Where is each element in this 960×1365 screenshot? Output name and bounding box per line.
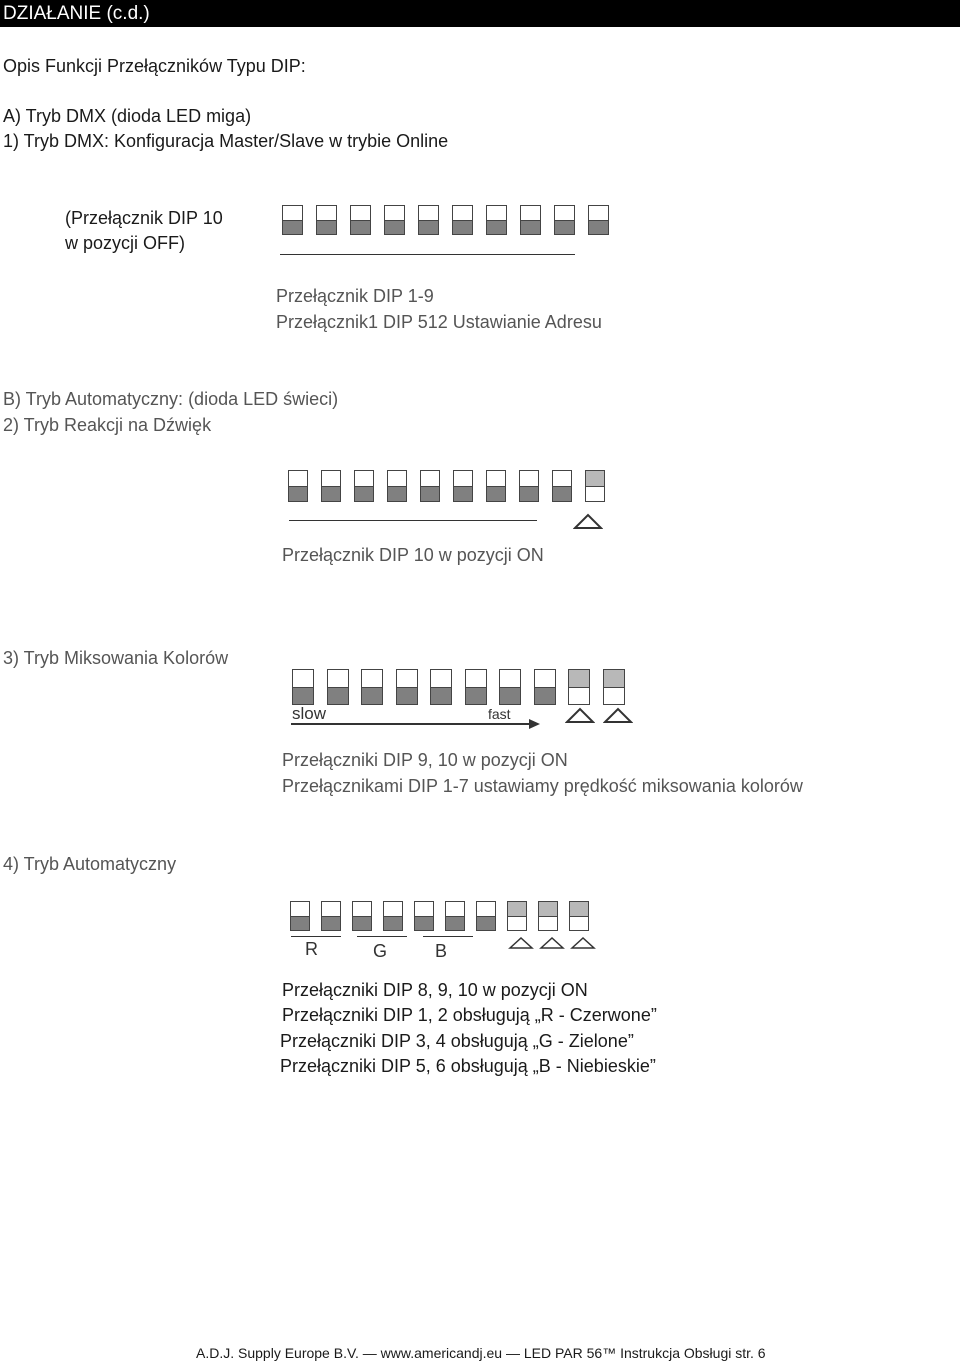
dip-switch-10 <box>588 205 609 235</box>
dip-switch-6 <box>445 901 465 931</box>
dip-switch-7 <box>486 205 507 235</box>
dip-switch-8 <box>520 205 541 235</box>
b-range-line <box>423 936 473 937</box>
mode-b-label: B) Tryb Automatyczny: (dioda LED świeci) <box>3 389 339 409</box>
mode-a-label: A) Tryb DMX (dioda LED miga) <box>3 106 252 126</box>
dip-switch-2 <box>321 470 341 502</box>
dip-switch-9 <box>552 470 572 502</box>
dip-switch-4 <box>384 205 405 235</box>
dip-switch-1 <box>292 669 314 705</box>
g-label: G <box>373 941 388 961</box>
fast-label: fast <box>488 706 511 722</box>
r-range-line <box>291 936 341 937</box>
dip-switch-5 <box>430 669 452 705</box>
on-arrow-icon <box>539 936 565 949</box>
dip-switch-3 <box>352 901 372 931</box>
on-arrow-icon <box>570 936 596 949</box>
mode-1-label: 1) Tryb DMX: Konfiguracja Master/Slave w trybie Online <box>3 131 449 151</box>
section4-caption-3: Przełączniki DIP 3, 4 obsługują „G - Zielone” <box>280 1031 634 1051</box>
on-arrow-icon <box>603 707 633 723</box>
dip-switch-5 <box>414 901 434 931</box>
dip-switch-1 <box>282 205 303 235</box>
g-range-line <box>357 936 407 937</box>
dip-switch-1 <box>288 470 308 502</box>
section2-caption: Przełącznik DIP 10 w pozycji ON <box>282 545 544 565</box>
dip-switch-2 <box>316 205 337 235</box>
mode-2-label: 2) Tryb Reakcji na Dźwięk <box>3 415 212 435</box>
dip-switch-6 <box>452 205 473 235</box>
dip-switch-6 <box>465 669 487 705</box>
dip-switch-3 <box>350 205 371 235</box>
range-line-1 <box>280 254 575 255</box>
dip-switch-2 <box>327 669 349 705</box>
intro-heading: Opis Funkcji Przełączników Typu DIP: <box>3 56 306 76</box>
dip-switch-7 <box>499 669 521 705</box>
dip-switch-9 <box>538 901 558 931</box>
dip-switch-8 <box>519 470 539 502</box>
section-header: DZIAŁANIE (c.d.) <box>0 0 960 27</box>
dip10-off-note-line2: w pozycji OFF) <box>65 233 186 253</box>
mode-4-label: 4) Tryb Automatyczny <box>3 854 177 874</box>
mode-3-label: 3) Tryb Miksowania Kolorów <box>3 648 229 668</box>
dip-switch-10 <box>585 470 605 502</box>
dip-switch-8 <box>534 669 556 705</box>
range-line-2 <box>289 520 537 521</box>
dip-switch-1 <box>290 901 310 931</box>
dip-switch-5 <box>418 205 439 235</box>
dip-switch-4 <box>396 669 418 705</box>
dip-switch-diagram-3 <box>292 669 637 705</box>
section3-caption-1: Przełączniki DIP 9, 10 w pozycji ON <box>282 750 568 770</box>
dip-switch-3 <box>354 470 374 502</box>
dip-switch-10 <box>569 901 589 931</box>
dip-switch-9 <box>568 669 590 705</box>
dip-switch-7 <box>486 470 506 502</box>
slow-label: slow <box>292 704 327 723</box>
dip10-off-note-line1: (Przełącznik DIP 10 <box>65 208 223 228</box>
section4-caption-2: Przełączniki DIP 1, 2 obsługują „R - Czerwone” <box>282 1005 657 1025</box>
dip-switch-diagram-1 <box>282 205 622 235</box>
dip-switch-10 <box>603 669 625 705</box>
on-arrow-icon <box>508 936 534 949</box>
section4-caption-4: Przełączniki DIP 5, 6 obsługują „B - Niebieskie” <box>280 1056 656 1076</box>
page-footer: A.D.J. Supply Europe B.V. — www.americandj.eu — LED PAR 56™ Instrukcja Obsługi str. 6 <box>196 1345 766 1361</box>
dip-switch-4 <box>383 901 403 931</box>
dip-switch-6 <box>453 470 473 502</box>
section4-caption-1: Przełączniki DIP 8, 9, 10 w pozycji ON <box>282 980 588 1000</box>
section1-caption-2: Przełącznik1 DIP 512 Ustawianie Adresu <box>276 312 602 332</box>
dip-switch-diagram-2 <box>288 470 618 502</box>
b-label: B <box>435 941 448 961</box>
on-arrow-icon <box>565 707 595 723</box>
speed-arrow-icon <box>291 718 541 730</box>
dip-switch-7 <box>476 901 496 931</box>
dip-switch-diagram-4 <box>290 901 600 931</box>
section3-caption-2: Przełącznikami DIP 1-7 ustawiamy prędkość miksowania kolorów <box>282 776 803 796</box>
dip-switch-3 <box>361 669 383 705</box>
dip-switch-2 <box>321 901 341 931</box>
r-label: R <box>305 939 318 959</box>
dip-switch-8 <box>507 901 527 931</box>
section1-caption-1: Przełącznik DIP 1-9 <box>276 286 434 306</box>
dip-switch-4 <box>387 470 407 502</box>
on-arrow-icon <box>573 513 603 529</box>
dip-switch-9 <box>554 205 575 235</box>
dip-switch-5 <box>420 470 440 502</box>
